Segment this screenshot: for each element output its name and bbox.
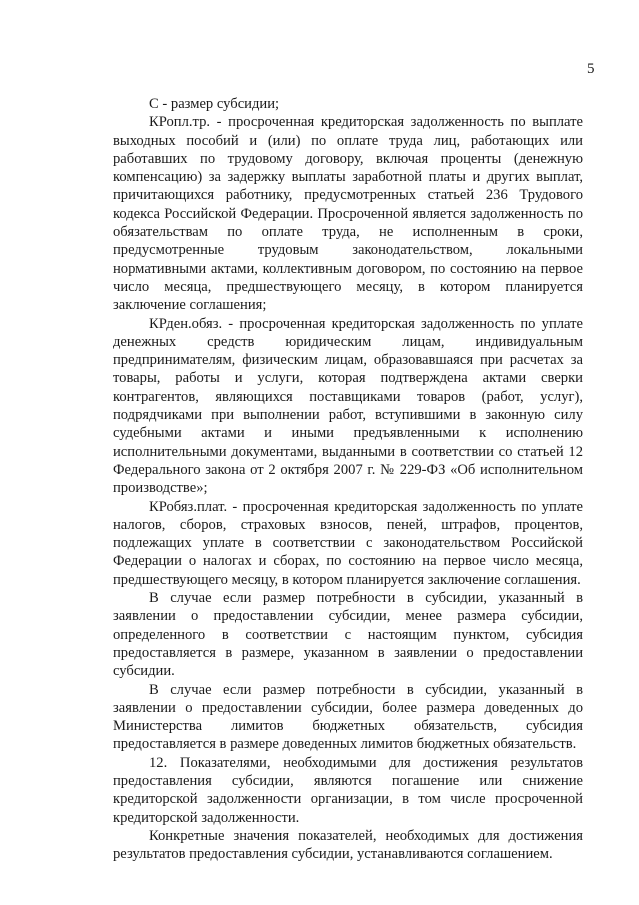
paragraph-need-less-than-subsidy: В случае если размер потребности в субсидии, указанный в заявлении о предоставлении субсидии, менее размера субсидии, определенного в соответствии с настоящим пунктом, субсидия предоставляется в размере, указанном в заявлении о предоставлении субсидии. — [113, 590, 583, 680]
paragraph-specific-values: Конкретные значения показателей, необходимых для достижения результатов предоставления субсидии, устанавливаются соглашением. — [113, 827, 583, 863]
paragraph-indicators: 12. Показателями, необходимыми для достижения результатов предоставления субсидии, являются погашение или снижение кредиторской задолженности организации, в том числе просроченной кредиторской задолженности. — [113, 754, 583, 826]
page-number: 5 — [587, 61, 595, 77]
paragraph-subsidy-size: С - размер субсидии; — [149, 96, 280, 112]
paragraph-kr-mandatory-payments: КРобяз.плат. - просроченная кредиторская задолженность по уплате налогов, сборов, страховых взносов, пеней, штрафов, процентов, подлежащих уплате в соответствии с законодательством Российской Федерации о налогах и сборах, по состоянию на первое число месяца, предшествующего месяцу, в котором планируется заключение соглашения. — [113, 498, 583, 588]
paragraph-kr-monetary: КРден.обяз. - просроченная кредиторская задолженность по уплате денежных средств юридическим лицам, индивидуальным предпринимателям, физическим лицам, образовавшаяся при расчетах за товары, работы и услуги, которая подтверждена актами сверки контрагентов, являющихся поставщиками товаров (работ, услуг), подрядчиками при выполнении работ, вступившими в законную силу судебными актами и иными предъявленными к исполнению исполнительными документами, выданными в соответствии со статьей 12 Федерального закона от 2 октября 2007 г. № 229-ФЗ «Об исполнительном производстве»; — [113, 315, 583, 497]
document-body — [113, 95, 583, 863]
paragraph-kr-wages: КРопл.тр. - просроченная кредиторская задолженность по выплате выходных пособий и (или) по оплате труда лиц, работающих или работавших по трудовому договору, включая проценты (денежную компенсацию) за задержку выплаты заработной платы и других выплат, причитающихся работнику, предусмотренных статьей 236 Трудового кодекса Российской Федерации. Просроченной является задолженность по обязательствам по оплате труда, не исполненным в сроки, предусмотренные трудовым законодательством, локальными нормативными актами, коллективным договором, по состоянию на первое число месяца, предшествующего месяцу, в котором планируется заключение соглашения; — [113, 114, 583, 314]
paragraph-need-more-than-limits: В случае если размер потребности в субсидии, указанный в заявлении о предоставлении субсидии, более размера доведенных до Министерства лимитов бюджетных обязательств, субсидия предоставляется в размере доведенных лимитов бюджетных обязательств. — [113, 681, 583, 753]
